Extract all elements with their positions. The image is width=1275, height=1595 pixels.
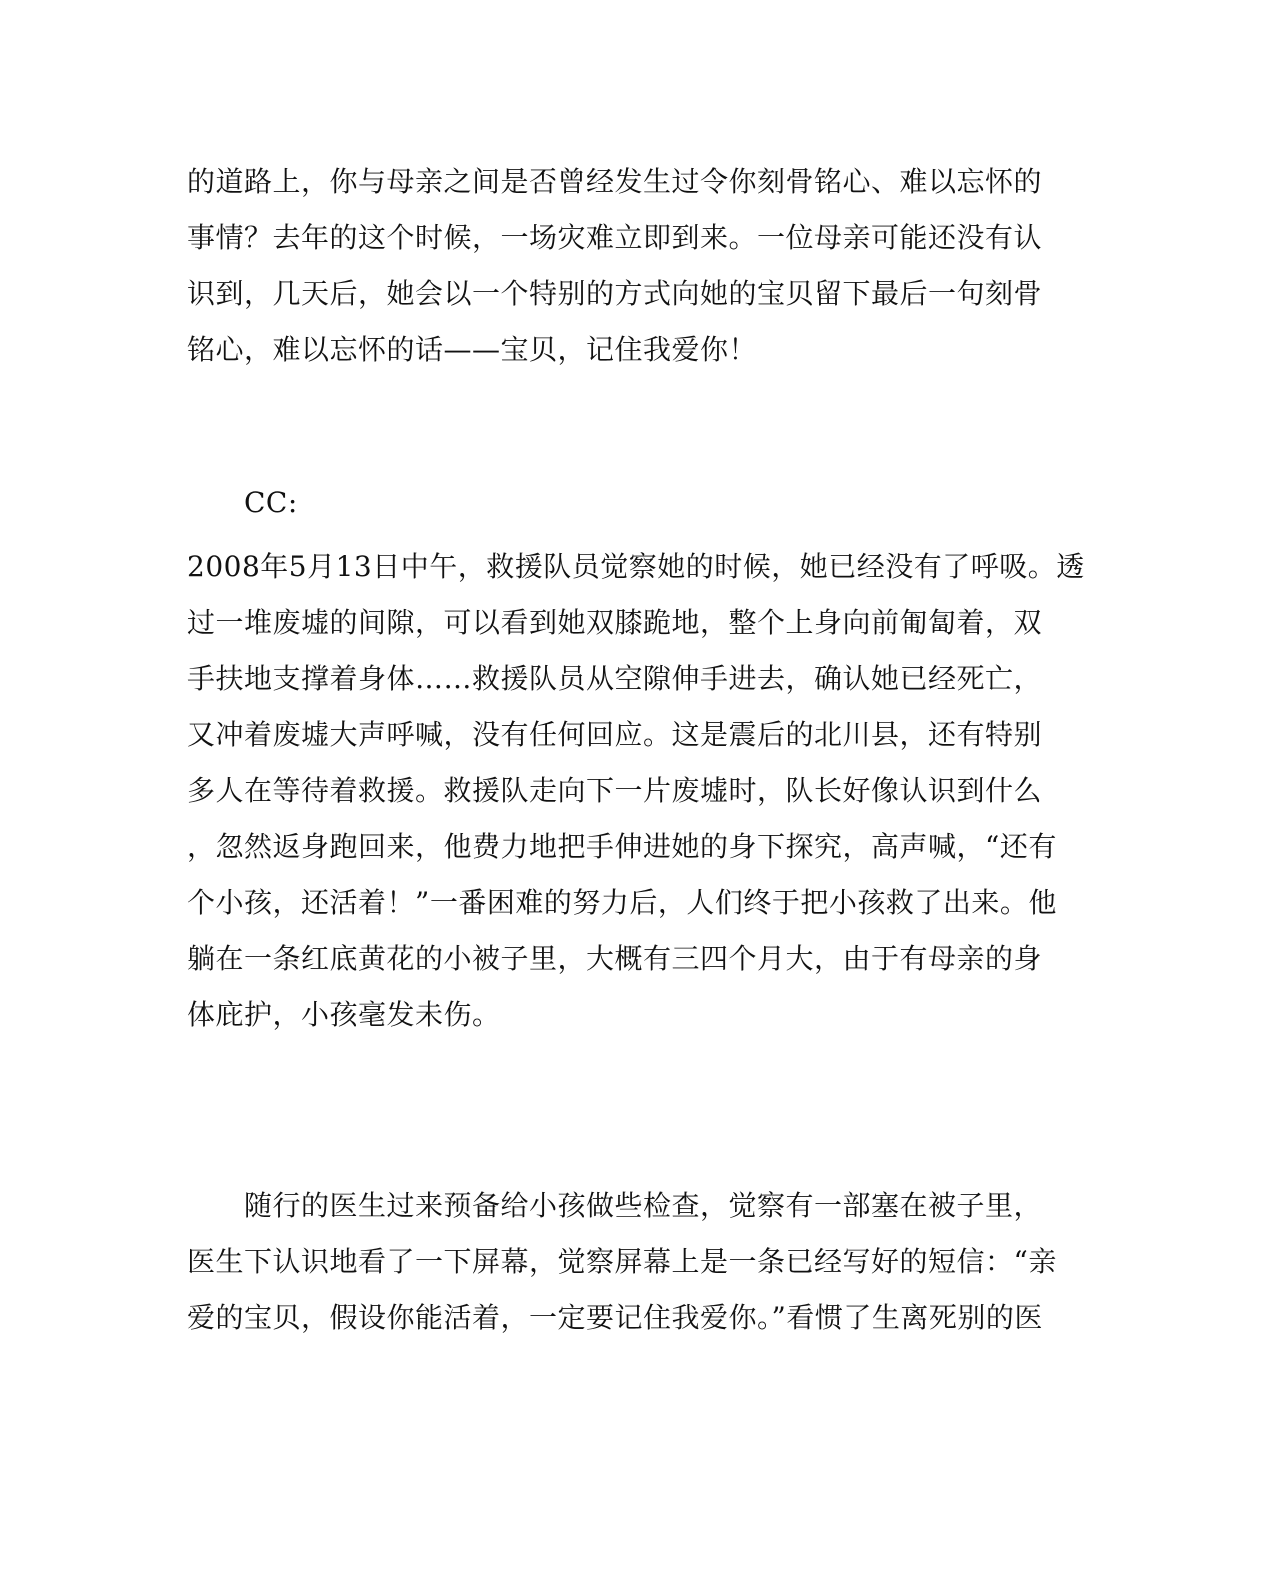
paragraph-line: 个小孩，还活着！”一番困难的努力后，人们终于把小孩救了出来。他 xyxy=(187,886,1057,919)
paragraph-line: 医生下认识地看了一下屏幕，觉察屏幕上是一条已经写好的短信：“亲 xyxy=(187,1245,1057,1278)
paragraph-line: 过一堆废墟的间隙，可以看到她双膝跪地，整个上身向前匍匐着，双 xyxy=(187,606,1043,639)
speaker-label: CC: xyxy=(244,486,298,519)
paragraph-line: 的道路上，你与母亲之间是否曾经发生过令你刻骨铭心、难以忘怀的 xyxy=(187,165,1043,198)
paragraph-line: 体庇护，小孩毫发未伤。 xyxy=(187,998,501,1031)
paragraph-line: 2008年5月13日中午，救援队员觉察她的时候，她已经没有了呼吸。透 xyxy=(187,550,1085,583)
paragraph-1 xyxy=(187,154,1067,378)
paragraph-line: 识到，几天后，她会以一个特别的方式向她的宝贝留下最后一句刻骨 xyxy=(187,277,1043,310)
paragraph-line: 躺在一条红底黄花的小被子里，大概有三四个月大，由于有母亲的身 xyxy=(187,942,1043,975)
paragraph-line: 多人在等待着救援。救援队走向下一片废墟时，队长好像认识到什么 xyxy=(187,774,1043,807)
paragraph-line: 手扶地支撑着身体……救援队员从空隙伸手进去，确认她已经死亡， xyxy=(187,662,1043,695)
paragraph-3 xyxy=(187,1178,1067,1346)
paragraph-line: 随行的医生过来预备给小孩做些检查，觉察有一部塞在被子里， xyxy=(244,1189,1043,1222)
paragraph-line: 事情？去年的这个时候，一场灾难立即到来。一位母亲可能还没有认 xyxy=(187,221,1043,254)
paragraph-line: 铭心，难以忘怀的话——宝贝，记住我爱你！ xyxy=(187,333,758,366)
paragraph-line: 爱的宝贝，假设你能活着，一定要记住我爱你。”看惯了生离死别的医 xyxy=(187,1301,1043,1334)
paragraph-2 xyxy=(187,539,1085,1043)
speaker-label-block xyxy=(187,475,1067,531)
paragraph-line: ，忽然返身跑回来，他费力地把手伸进她的身下探究，高声喊，“还有 xyxy=(187,830,1057,863)
paragraph-line: 又冲着废墟大声呼喊，没有任何回应。这是震后的北川县，还有特别 xyxy=(187,718,1043,751)
